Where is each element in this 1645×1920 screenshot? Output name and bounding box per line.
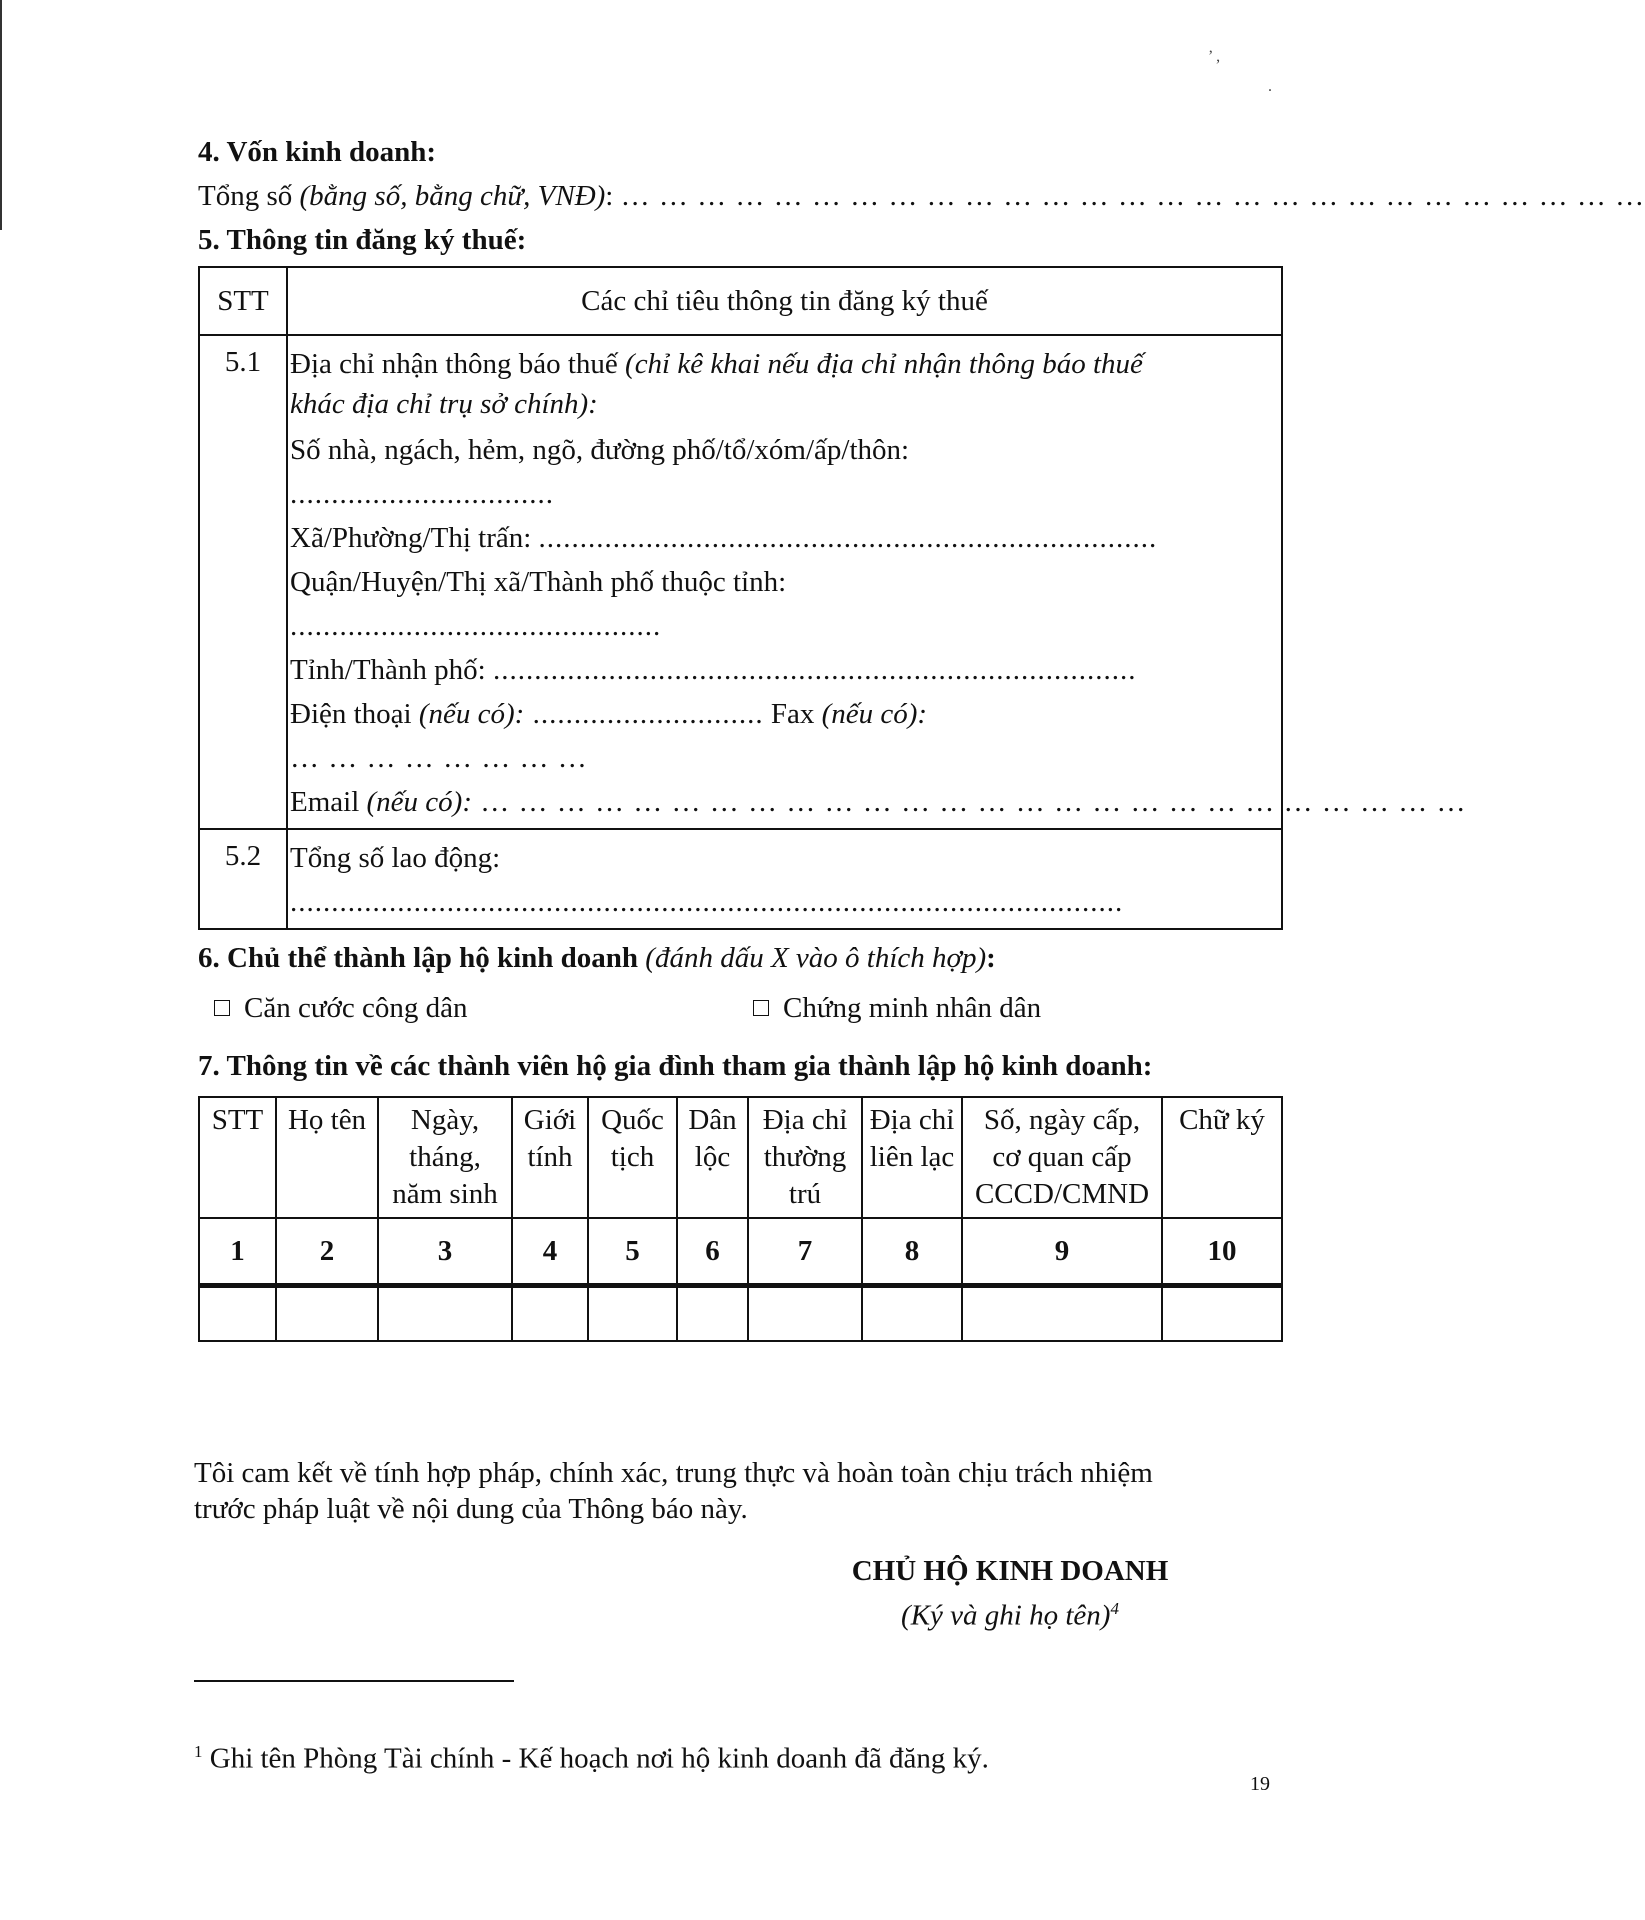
fax-label: Fax [763, 698, 822, 730]
street-field[interactable]: ................................ [290, 478, 554, 510]
citizen-id-checkbox[interactable] [214, 1000, 230, 1016]
members-col-number: 6 [677, 1218, 748, 1286]
members-empty-row [199, 1286, 1282, 1342]
members-empty-cell[interactable] [962, 1286, 1162, 1342]
members-col-header [677, 1097, 748, 1218]
province-line [290, 648, 1279, 692]
members-col-header-text: Địa chỉ [762, 1104, 848, 1136]
members-col-header-text: CCCD/CMND [974, 1178, 1150, 1210]
footnote-ref: 1 [194, 1742, 203, 1761]
phone-label: Điện thoại [290, 698, 419, 730]
members-table [198, 1096, 1283, 1342]
members-empty-cell[interactable] [512, 1286, 588, 1342]
members-col-header-text: trú [788, 1178, 822, 1210]
members-empty-cell[interactable] [199, 1286, 276, 1342]
option-people-id[interactable] [753, 986, 1041, 1030]
members-col-header-text: Chữ ký [1179, 1104, 1265, 1136]
capital-total-hint: (bằng số, bằng chữ, VNĐ) [299, 180, 606, 212]
corner-scan-dot: . [1268, 78, 1272, 95]
members-empty-cell[interactable] [748, 1286, 862, 1342]
notice-address-hint-line [290, 386, 1279, 422]
ward-field[interactable]: ........................................................................... [538, 522, 1158, 554]
phone-hint: (nếu có): [418, 698, 525, 730]
notice-address-hint-2: khác địa chỉ trụ sở chính): [290, 388, 598, 420]
tax-table-header [199, 267, 1282, 335]
tax-col-criteria: Các chỉ tiêu thông tin đăng ký thuế [287, 267, 1282, 335]
commitment-line-1: Tôi cam kết về tính hợp pháp, chính xác, trung thực và hoàn toàn chịu trách nhiệm [194, 1457, 1153, 1489]
signature-title: CHỦ HỘ KINH DOANH [851, 1555, 1169, 1587]
tax-col-stt: STT [199, 267, 287, 335]
members-empty-cell[interactable] [1162, 1286, 1282, 1342]
members-empty-cell[interactable] [276, 1286, 378, 1342]
people-id-label: Chứng minh nhân dân [783, 992, 1042, 1024]
tax-row-content [287, 829, 1282, 929]
ward-line [290, 516, 1279, 560]
members-col-header [748, 1097, 862, 1218]
page-number: 19 [1250, 1773, 1270, 1795]
labor-label: Tổng số lao động: [290, 842, 501, 874]
fax-hint: (nếu có): [821, 698, 928, 730]
labor-field[interactable]: ..................................................................................................... [290, 886, 1124, 918]
signature-note-line [830, 1591, 1190, 1634]
members-header-row [199, 1097, 1282, 1218]
tax-row-5-1 [199, 335, 1282, 829]
members-col-header-text: Giới [523, 1104, 577, 1136]
option-citizen-id[interactable] [214, 986, 468, 1030]
tax-row-5-2 [199, 829, 1282, 929]
section-5-heading: 5. Thông tin đăng ký thuế: [198, 224, 527, 256]
commitment-line-2: trước pháp luật về nội dung của Thông báo này. [194, 1493, 748, 1525]
members-col-header [588, 1097, 677, 1218]
notice-address-line [290, 342, 1279, 386]
signature-note: (Ký và ghi họ tên) [901, 1599, 1111, 1632]
members-col-header-text: thường [763, 1141, 847, 1173]
members-col-header-text: liên lạc [869, 1141, 955, 1173]
members-empty-cell[interactable] [862, 1286, 962, 1342]
members-col-header [512, 1097, 588, 1218]
members-col-number: 7 [748, 1218, 862, 1286]
members-col-header-text: tính [527, 1141, 573, 1173]
members-col-header [962, 1097, 1162, 1218]
section-7-heading: 7. Thông tin về các thành viên hộ gia đình tham gia thành lập hộ kinh doanh: [198, 1050, 1153, 1082]
members-col-number: 5 [588, 1218, 677, 1286]
members-empty-cell[interactable] [588, 1286, 677, 1342]
members-col-header [199, 1097, 276, 1218]
capital-total-dots: … … … … … … … … … … … … … … … … … … … … … … … … … … … [620, 180, 1645, 212]
email-hint: (nếu có): [366, 786, 472, 818]
tax-info-table [198, 266, 1467, 930]
capital-total-colon: : [605, 180, 621, 212]
tax-row-content [287, 335, 1467, 829]
section-6-heading-line [198, 936, 1278, 980]
section-6-hint: (đánh dấu X vào ô thích hợp) [645, 942, 987, 974]
ward-label: Xã/Phường/Thị trấn: [290, 522, 539, 554]
members-col-number: 2 [276, 1218, 378, 1286]
signature-block [830, 1551, 1190, 1634]
members-col-header-text: Ngày, [410, 1104, 480, 1136]
members-col-header-text: Địa chỉ [869, 1104, 955, 1136]
members-col-number: 4 [512, 1218, 588, 1286]
tax-row-stt: 5.2 [199, 829, 287, 929]
fax-field[interactable]: … … … … … … … … [290, 742, 588, 774]
members-col-header-text: Quốc [601, 1104, 664, 1136]
members-col-header [378, 1097, 512, 1218]
capital-total-label: Tổng số [198, 180, 300, 212]
street-label: Số nhà, ngách, hẻm, ngõ, đường phố/tổ/xóm/ấp/thôn: [290, 434, 910, 466]
members-col-number: 1 [199, 1218, 276, 1286]
members-col-number: 3 [378, 1218, 512, 1286]
members-col-number: 8 [862, 1218, 962, 1286]
members-col-header-text: tịch [610, 1141, 655, 1173]
members-col-number: 10 [1162, 1218, 1282, 1286]
members-col-header [276, 1097, 378, 1218]
signature-note-ref: 4 [1110, 1599, 1119, 1618]
members-col-header-text: năm sinh [392, 1178, 498, 1210]
page-edge-line [0, 0, 2, 230]
province-field[interactable]: .............................................................................. [492, 654, 1137, 686]
section-6-colon: : [986, 942, 996, 974]
members-empty-cell[interactable] [378, 1286, 512, 1342]
members-col-header-text: lộc [694, 1141, 731, 1173]
citizen-id-label: Căn cước công dân [244, 992, 468, 1024]
footnote-text: Ghi tên Phòng Tài chính - Kế hoạch nơi hộ kinh doanh đã đăng ký. [202, 1742, 989, 1775]
email-field[interactable]: … … … … … … … … … … … … … … … … … … … … … … … … … … [471, 786, 1467, 818]
capital-total-line [198, 174, 1645, 218]
section-6-heading: 6. Chủ thể thành lập hộ kinh doanh [198, 942, 646, 974]
members-col-header-text: tháng, [409, 1141, 481, 1173]
corner-scan-mark: ’ , [1208, 48, 1221, 65]
members-col-header-text: cơ quan cấp [992, 1141, 1132, 1173]
footnote [194, 1730, 989, 1781]
members-empty-cell[interactable] [677, 1286, 748, 1342]
members-col-header-text: STT [211, 1104, 264, 1136]
province-label: Tỉnh/Thành phố: [290, 654, 493, 686]
district-label: Quận/Huyện/Thị xã/Thành phố thuộc tỉnh: [290, 566, 787, 598]
email-line [290, 780, 1467, 824]
notice-address-label: Địa chỉ nhận thông báo thuế [290, 348, 626, 380]
members-col-header [1162, 1097, 1282, 1218]
notice-address-hint: (chỉ kê khai nếu địa chỉ nhận thông báo thuế [625, 348, 1143, 380]
people-id-checkbox[interactable] [753, 1000, 769, 1016]
form-content [198, 130, 1645, 1342]
members-col-header-text: Dân [688, 1104, 737, 1136]
phone-field[interactable]: ............................ [524, 698, 764, 730]
owner-id-options [198, 980, 1278, 1038]
phone-fax-line [290, 692, 1279, 736]
footnote-divider [194, 1680, 514, 1682]
section-4-heading: 4. Vốn kinh doanh: [198, 136, 437, 168]
members-col-header-text: Họ tên [287, 1104, 367, 1136]
members-col-header [862, 1097, 962, 1218]
members-number-row [199, 1218, 1282, 1286]
email-label: Email [290, 786, 367, 818]
district-field[interactable]: ............................................. [290, 610, 662, 642]
commitment-block [194, 1455, 1284, 1527]
tax-row-stt: 5.1 [199, 335, 287, 829]
members-col-number: 9 [962, 1218, 1162, 1286]
members-col-header-text: Số, ngày cấp, [983, 1104, 1141, 1136]
